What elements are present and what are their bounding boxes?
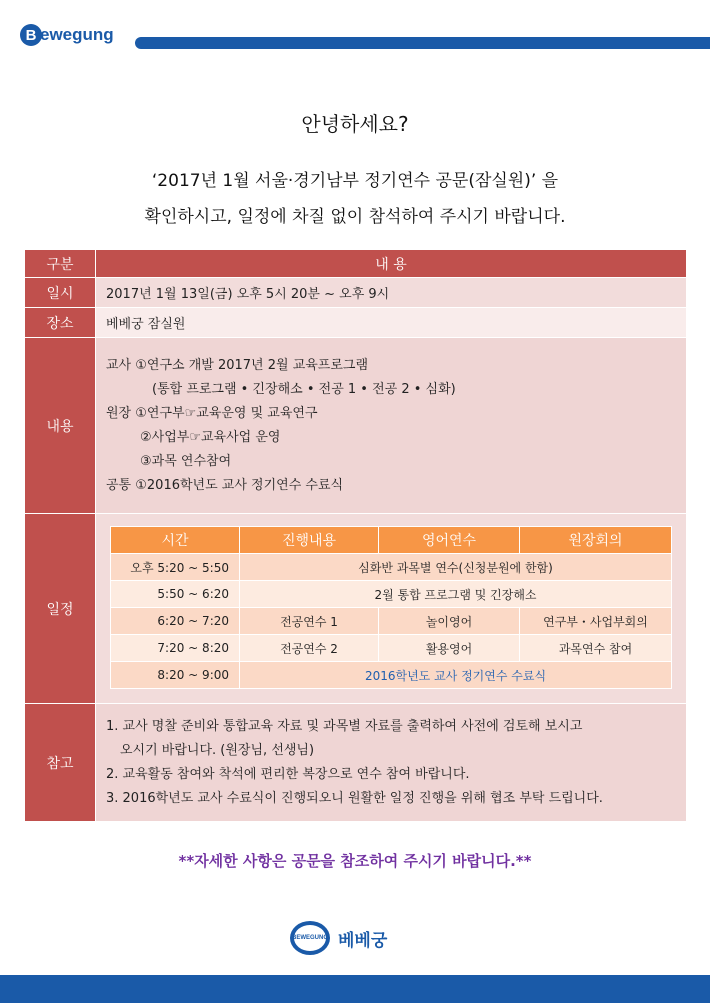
place-label: 장소 (25, 308, 96, 338)
schedule-header: 진행내용 (240, 527, 379, 554)
footer-logo-name: 베베궁 (338, 930, 388, 951)
schedule-activity: 2016학년도 교사 정기연수 수료식 (240, 662, 672, 689)
content-label: 내용 (25, 338, 96, 514)
schedule-activity: 심화반 과목별 연수(신청분원에 한함) (240, 554, 672, 581)
header-content: 내 용 (96, 250, 687, 278)
schedule-cell (96, 514, 687, 704)
intro-line-1: ‘2017년 1월 서울·경기남부 정기연수 공문(잠실원)’ 을 (151, 171, 559, 191)
content-body (96, 338, 687, 514)
place-value: 베베궁 잠실원 (96, 308, 687, 338)
content-line: (통합 프로그램 • 긴장해소 • 전공 1 • 전공 2 • 심화) (152, 381, 456, 397)
footer-note: **자세한 사항은 공문을 참조하여 주시기 바랍니다.** (178, 852, 532, 870)
schedule-time: 8:20 ~ 9:00 (111, 662, 240, 689)
schedule-activity: 전공연수 1 (240, 608, 379, 635)
schedule-row (111, 635, 672, 662)
date-label: 일시 (25, 278, 96, 308)
schedule-header: 영어연수 (379, 527, 520, 554)
schedule-time: 오후 5:20 ~ 5:50 (111, 554, 240, 581)
reference-line: 2. 교육활동 참여와 착석에 편리한 복장으로 연수 참여 바랍니다. (106, 766, 470, 782)
schedule-row (111, 554, 672, 581)
schedule-row (111, 662, 672, 689)
header-bar (135, 37, 710, 49)
greeting: 안녕하세요? (301, 112, 409, 136)
content-line: 원장 ①연구부☞교육운영 및 교육연구 (106, 405, 318, 421)
schedule-time: 7:20 ~ 8:20 (111, 635, 240, 662)
footer-logo-mark: BEWEGUNG (290, 921, 330, 955)
schedule-row (111, 608, 672, 635)
schedule-time: 6:20 ~ 7:20 (111, 608, 240, 635)
reference-label: 참고 (25, 704, 96, 822)
schedule-label: 일정 (25, 514, 96, 704)
logo-text: ewegung (40, 25, 114, 44)
footer-bar (0, 975, 710, 1003)
schedule-activity: 2월 통합 프로그램 및 긴장해소 (240, 581, 672, 608)
reference-line: 1. 교사 명찰 준비와 통합교육 자료 및 과목별 자료를 출력하여 사전에 검토해 보시고 (106, 718, 583, 734)
schedule-table (110, 526, 672, 689)
logo-mark: B (20, 24, 42, 46)
header-category: 구분 (25, 250, 96, 278)
intro-line-2: 확인하시고, 일정에 차질 없이 참석하여 주시기 바랍니다. (144, 207, 566, 227)
schedule-activity: 전공연수 2 (240, 635, 379, 662)
content-line: ②사업부☞교육사업 운영 (140, 429, 281, 445)
schedule-header: 원장회의 (520, 527, 672, 554)
reference-body (96, 704, 687, 822)
footer-logo (290, 921, 387, 955)
schedule-row (111, 581, 672, 608)
schedule-directors: 연구부・사업부회의 (520, 608, 672, 635)
schedule-header: 시간 (111, 527, 240, 554)
info-table (24, 249, 687, 822)
reference-line: 3. 2016학년도 교사 수료식이 진행되오니 원활한 일정 진행을 위해 협조 부탁 드립니다. (106, 790, 603, 806)
content-line: 교사 ①연구소 개발 2017년 2월 교육프로그램 (106, 357, 369, 373)
brand-logo (20, 24, 114, 46)
reference-line: 오시기 바랍니다. (원장님, 선생님) (120, 742, 315, 758)
schedule-directors: 과목연수 참여 (520, 635, 672, 662)
date-value: 2017년 1월 13일(금) 오후 5시 20분 ~ 오후 9시 (96, 278, 687, 308)
schedule-time: 5:50 ~ 6:20 (111, 581, 240, 608)
schedule-english: 놀이영어 (379, 608, 520, 635)
content-line: 공통 ①2016학년도 교사 정기연수 수료식 (106, 477, 344, 493)
content-line: ③과목 연수참여 (140, 453, 232, 469)
schedule-english: 활용영어 (379, 635, 520, 662)
